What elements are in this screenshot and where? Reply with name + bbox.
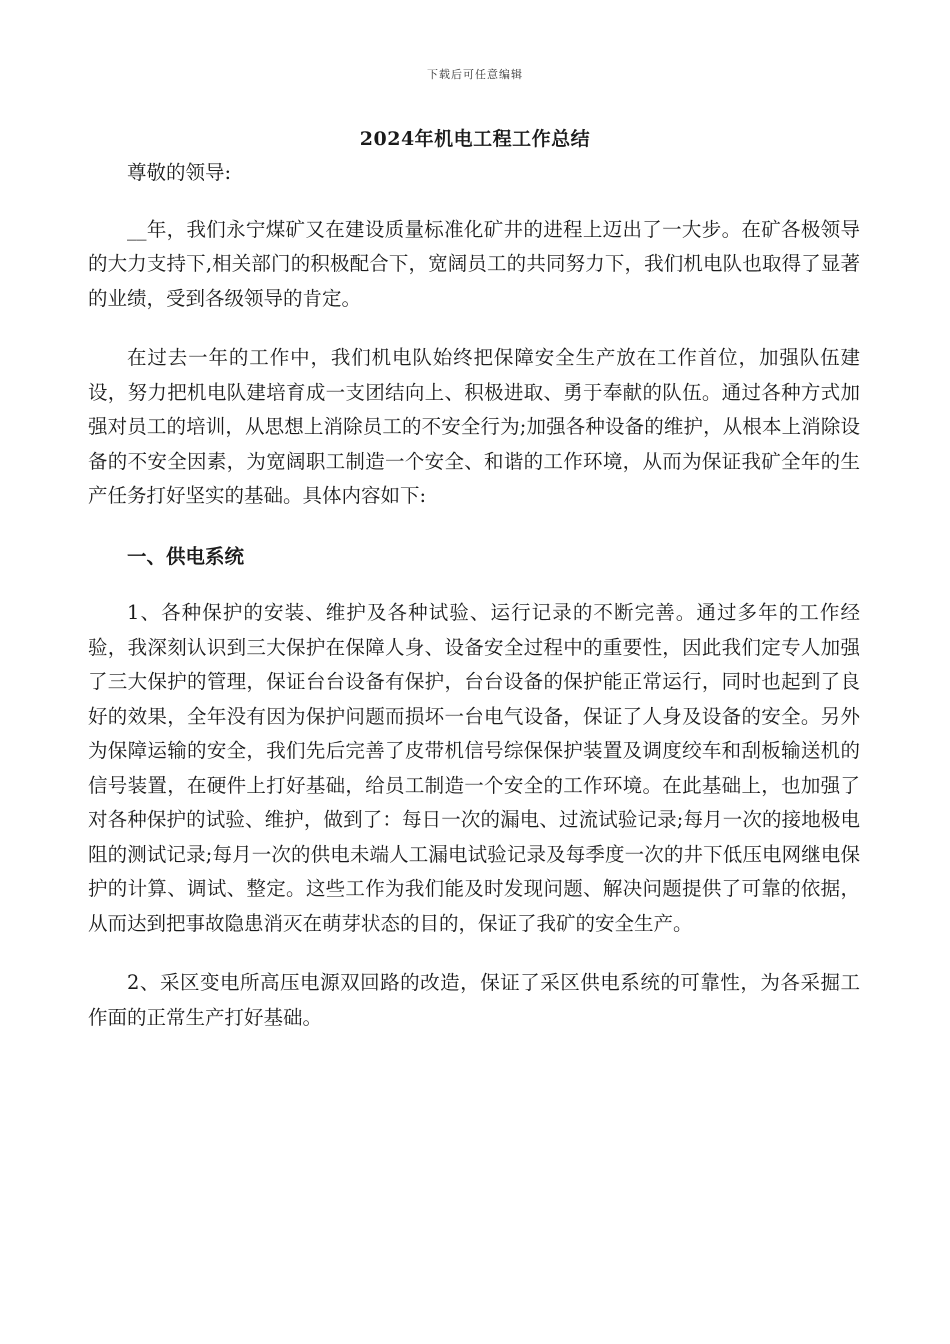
salutation: 尊敬的领导: xyxy=(127,161,232,184)
paragraph-overview: 在过去一年的工作中，我们机电队始终把保障安全生产放在工作首位，加强队伍建设，努力把机电队建培育成一支团结向上、积极进取、勇于奉献的队伍。通过各种方式加强对员工的培训，从思想上消除员工的不安全行为;加强各种设备的维护，从根本上消除设备的不安全因素，为宽阔职工制造一个安全、和谐的工作环境，从而为保证我矿全年的生产任务打好坚实的基础。具体内容如下: xyxy=(88,346,860,507)
header-note: 下载后可任意编辑 xyxy=(427,68,523,81)
section-heading-power-supply: 一、供电系统 xyxy=(127,544,245,568)
document-body xyxy=(88,156,860,1035)
paragraph-intro: __年，我们永宁煤矿又在建设质量标准化矿井的进程上迈出了一大步。在矿各极领导的大力支持下,相关部门的积极配合下，宽阔员工的共同努力下，我们机电队也取得了显著的业绩，受到各级领导的肯定。 xyxy=(88,217,860,310)
document-title: 2024年机电工程工作总结 xyxy=(359,128,591,150)
section-item-1: 1、各种保护的安装、维护及各种试验、运行记录的不断完善。通过多年的工作经验，我深刻认识到三大保护在保障人身、设备安全过程中的重要性，因此我们定专人加强了三大保护的管理，保证台台设备有保护，台台设备的保护能正常运行，同时也起到了良好的效果，全年没有因为保护问题而损坏一台电气设备，保证了人身及设备的安全。另外为保障运输的安全，我们先后完善了皮带机信号综保保护装置及调度绞车和刮板输送机的信号装置，在硬件上打好基础，给员工制造一个安全的工作环境。在此基础上，也加强了对各种保护的试验、维护，做到了：每日一次的漏电、过流试验记录;每月一次的接地极电阻的测试记录;每月一次的供电未端人工漏电试验记录及每季度一次的井下低压电网继电保护的计算、调试、整定。这些工作为我们能及时发现问题、解决问题提供了可靠的依据，从而达到把事故隐患消灭在萌芽状态的目的，保证了我矿的安全生产。 xyxy=(88,601,860,935)
section-item-2: 2、采区变电所高压电源双回路的改造，保证了采区供电系统的可靠性，为各采掘工作面的正常生产打好基础。 xyxy=(88,971,860,1029)
